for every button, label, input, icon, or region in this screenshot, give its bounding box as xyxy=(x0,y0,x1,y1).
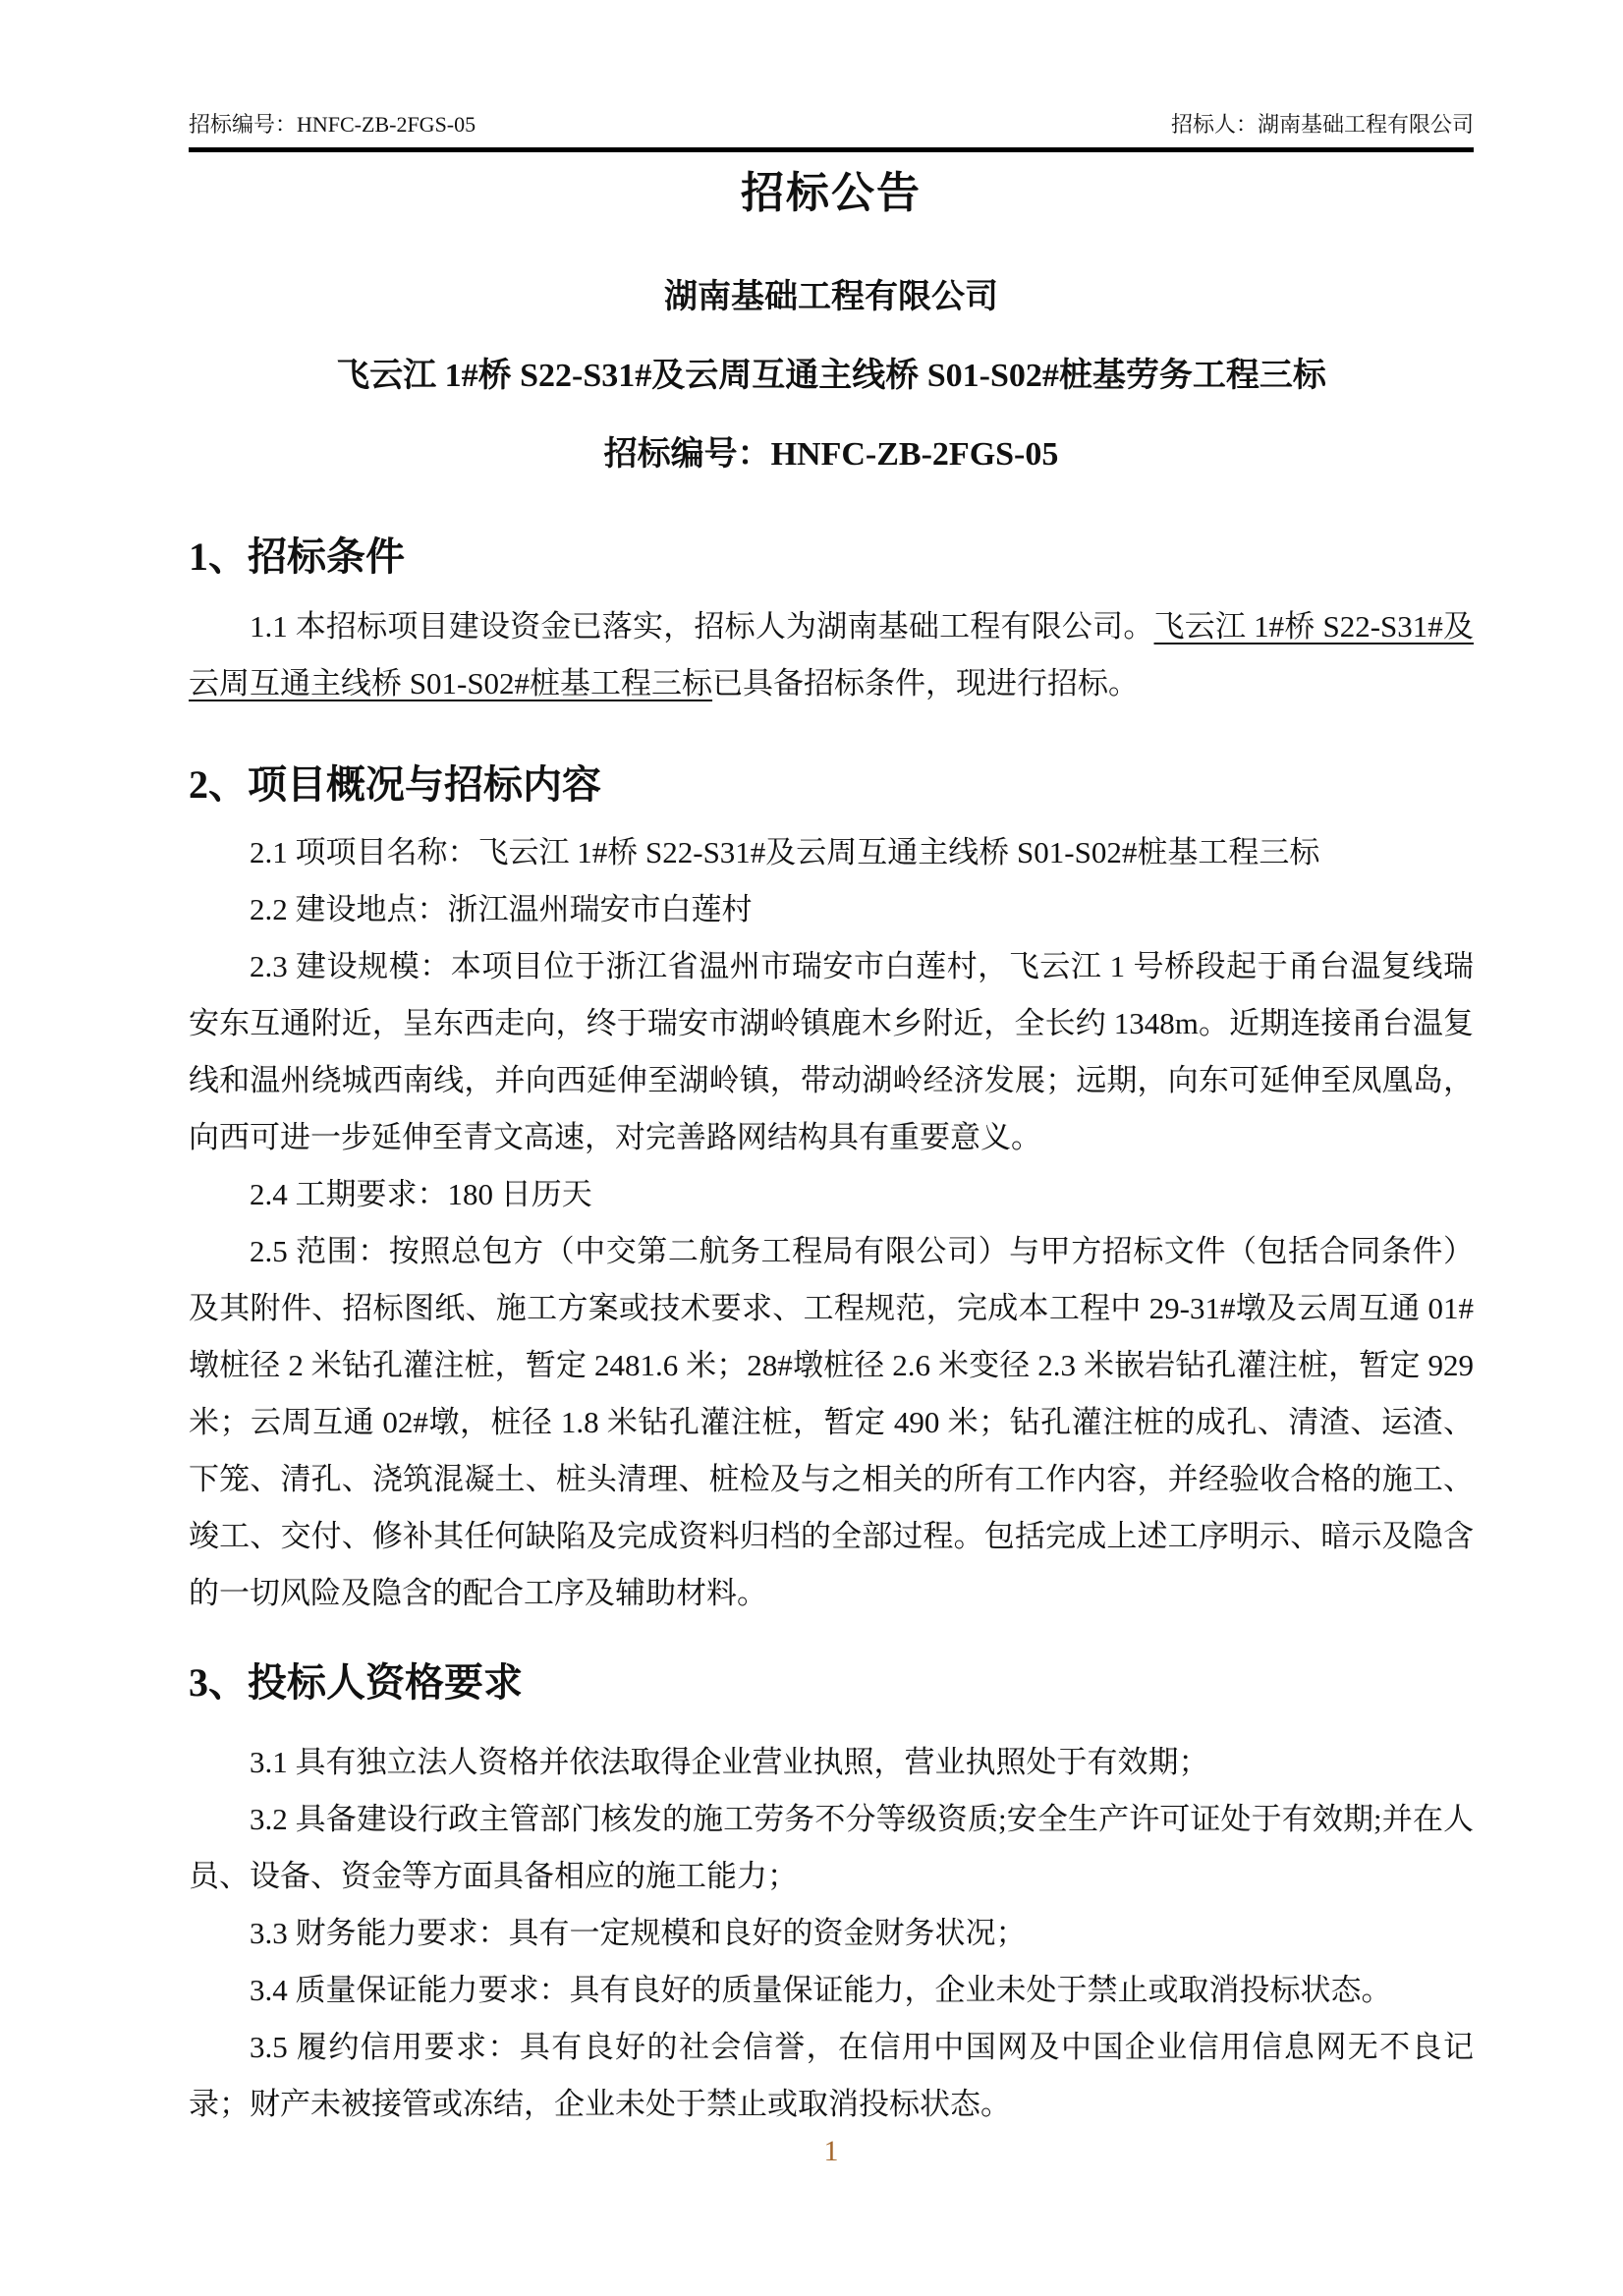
clause-2-5: 2.5 范围：按照总包方（中交第二航务工程局有限公司）与甲方招标文件（包括合同条件）及其附件、招标图纸、施工方案或技术要求、工程规范，完成本工程中 29-31#墩及云周互通 01#墩桩径 2 米钻孔灌注桩，暂定 2481.6 米；28#墩桩径 2.6 米变径 2.3 米嵌岩钻孔灌注桩，暂定 929 米；云周互通 02#墩，桩径 1.8 米钻孔灌注桩，暂定 490 米；钻孔灌注桩的成孔、清渣、运渣、下笼、清孔、浇筑混凝土、桩头清理、桩检及与之相关的所有工作内容，并经验收合格的施工、竣工、交付、修补其任何缺陷及完成资料归档的全部过程。包括完成上述工序明示、暗示及隐含的一切风险及隐含的配合工序及辅助材料。 xyxy=(189,1234,1474,1610)
clause-3-1: 3.1 具有独立法人资格并依法取得企业营业执照，营业执照处于有效期； xyxy=(250,1745,1209,1779)
clause-1-1-pre: 1.1 本招标项目建设资金已落实，招标人为湖南基础工程有限公司。 xyxy=(250,609,1154,644)
header-tender-number: 招标编号：HNFC-ZB-2FGS-05 xyxy=(189,112,476,137)
section-2-heading: 2、项目概况与招标内容 xyxy=(189,762,601,807)
clause-3-5: 3.5 履约信用要求：具有良好的社会信誉，在信用中国网及中国企业信用信息网无不良记录；财产未被接管或冻结，企业未处于禁止或取消投标状态。 xyxy=(189,2030,1474,2121)
section-1-heading: 1、招标条件 xyxy=(189,534,405,579)
section-3-heading: 3、投标人资格要求 xyxy=(189,1660,523,1705)
clause-2-3: 2.3 建设规模：本项目位于浙江省温州市瑞安市白莲村，飞云江 1 号桥段起于甬台温复线瑞安东互通附近，呈东西走向，终于瑞安市湖岭镇鹿木乡附近，全长约 1348m。近期连接甬台温复线和温州绕城西南线，并向西延伸至湖岭镇，带动湖岭经济发展；远期，向东可延伸至凤凰岛，向西可进一步延伸至青文高速，对完善路网结构具有重要意义。 xyxy=(189,949,1474,1154)
page-header xyxy=(189,110,1474,152)
clause-1-1 xyxy=(189,598,1474,712)
subtitle-project: 飞云江 1#桥 S22-S31#及云周互通主线桥 S01-S02#桩基劳务工程三标 xyxy=(336,358,1326,394)
clause-1-1-post: 已具备招标条件，现进行招标。 xyxy=(712,666,1140,700)
clause-2-4: 2.4 工期要求：180 日历天 xyxy=(250,1177,592,1211)
clause-2-2: 2.2 建设地点：浙江温州瑞安市白莲村 xyxy=(250,892,753,926)
clause-3-2: 3.2 具备建设行政主管部门核发的施工劳务不分等级资质;安全生产许可证处于有效期;并在人员、设备、资金等方面具备相应的施工能力； xyxy=(189,1802,1474,1893)
subtitle-company: 湖南基础工程有限公司 xyxy=(664,279,998,315)
page-title: 招标公告 xyxy=(741,169,922,217)
page-number: 1 xyxy=(823,2135,839,2167)
clause-2-1: 2.1 项项目名称：飞云江 1#桥 S22-S31#及云周互通主线桥 S01-S02#桩基工程三标 xyxy=(250,835,1320,869)
clause-3-3: 3.3 财务能力要求：具有一定规模和良好的资金财务状况； xyxy=(250,1916,1027,1950)
subtitle-tender-number: 招标编号：HNFC-ZB-2FGS-05 xyxy=(603,436,1059,473)
header-tenderer: 招标人：湖南基础工程有限公司 xyxy=(1170,112,1474,137)
project-name-underlined: 飞云江 1#桥 S22-S31#及云周互通主线桥 S01-S02#桩基工程三标 xyxy=(189,609,1474,700)
clause-3-4: 3.4 质量保证能力要求：具有良好的质量保证能力，企业未处于禁止或取消投标状态。 xyxy=(250,1973,1392,2007)
